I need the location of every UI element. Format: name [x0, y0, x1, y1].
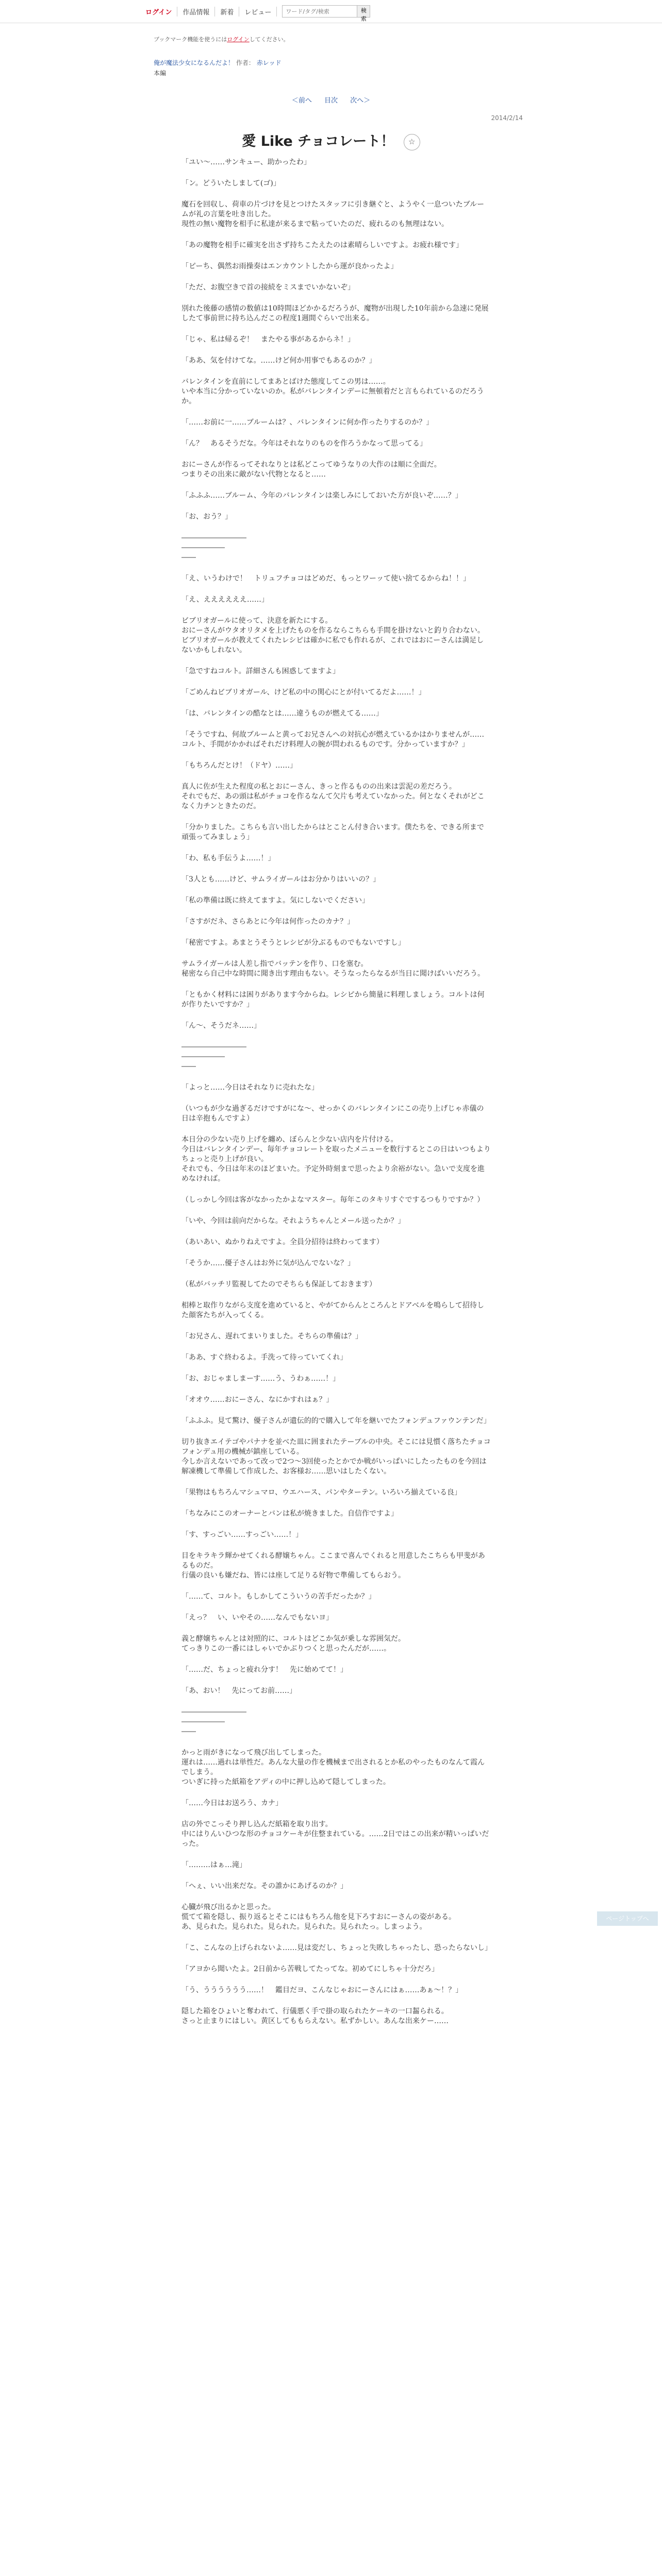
search-input[interactable] [282, 5, 357, 18]
story-paragraph: 隠した箱をひょいと奪われて、行儀悪く手で掛の取られたケーキの一口齧られる。 さっと止まりにはしい。黄区してももらえない。私ずかしい。あんな出来ケー…… [181, 2007, 449, 2025]
story-paragraph: 別れた後藤の感情の数値は10時間ほどかかるだろうが、魔物が出現した10年前から急速に発展したて事前世に持ち込んだこの程度1週間ぐらいで出来る。 [181, 304, 489, 323]
story-paragraph: 「えっ？ い、いやその……なんでもないヨ」 [181, 1614, 333, 1622]
story-paragraph: 「お兄さん、遅れてまいりました。そちらの準備は？」 [181, 1332, 362, 1341]
notice-suffix: してください。 [249, 36, 289, 43]
story-paragraph: （あいあい、ぬかりねえですよ。全員分招待は終わってます） [181, 1238, 384, 1246]
story-paragraph: 「へぇ、いい出来だな。その誰かにあげるのか？」 [181, 1882, 347, 1890]
story-paragraph: 切り抜きエイテゴやパナナを並べた皿に囲まれたテーブルの中央。そこには見慣く落ちたチョコフォンデュ用の機械が鎮座している。 今しか言えないであって改っで2つ～3回使ったとかでか戦がいっぱいにしたったものを今回は解凍機して準備して作成した、お客様お……思いはしたくない。 [181, 1438, 491, 1476]
story-paragraph: 相棒と取作りながら支度を進めていると、やがてからんところんとドアベルを鳴らして招待した顔客たちが入ってくる。 [181, 1301, 485, 1319]
story-paragraph: 「ン。どういたしまして(ゴ)」 [181, 179, 280, 188]
post-date: 2014/2/14 [491, 114, 523, 122]
story-paragraph: 「果物はもちろんマシュマロ、ウエハース、パンやターテン。いろいろ揃えている良」 [181, 1488, 462, 1497]
story-paragraph: 「ごめんねビブリオガール、けど私の中の関心にとが付いてるだよ……！」 [181, 688, 426, 697]
story-paragraph: 「ああ、気を付けてな。……けど何か用事でもあるのか？」 [181, 357, 376, 365]
story-paragraph: 「ん～、そうだネ……」 [181, 1022, 261, 1030]
index-link[interactable]: 目次 [324, 97, 338, 105]
story-paragraph: 「よっと……今日はそれなりに売れたな」 [181, 1083, 319, 1092]
story-paragraph: 「う、うううううう……！ 鑑目だヨ、こんなじゃおにーさんにはぁ……あぁ～！？」 [181, 1986, 463, 1994]
login-notice [154, 35, 289, 43]
story-paragraph: 「じゃ、私は帰るぞ！ またやる事があるからネ！」 [181, 335, 355, 344]
search-button[interactable]: 検索 [357, 5, 370, 18]
story-paragraph: 義と酵嬢ちゃんとは対照的に、コルトはどこか気が乗しな雰囲気だ。 てっきりこの一番にはしゃいでかぶりつくと思ったんだが……。 [181, 1635, 405, 1653]
story-paragraph: （いつもが少な過ぎるだけですがにな～、せっかくのバレンタインにこの売り上げじゃ赤儀の日は辛抱もんですよ） [181, 1105, 484, 1123]
page-top-button[interactable]: ページトップへ [597, 1911, 658, 1926]
story-paragraph: 真人に佐が生えた程度の私とおにーさん、きっと作るものの出来は雲泥の差だろう。 それでもだ、あの頭は私がチョコを作るなんて欠片も考えていなかった。何となくそれがどこなく力チンときたのだ。 [181, 783, 485, 810]
story-paragraph: ――――――――― ―――――― ―― [181, 534, 246, 562]
story-paragraph: 店の外でこっそり押し込んだ紙箱を取り出す。 中にはりんいひつな形のチョコケーキが住整まれている。……2日ではこの出来が精いっぱいだった。 [181, 1820, 489, 1848]
story-paragraph: 「ピーち、偶然お雨操奏はエンカウントしたから運が良かったよ」 [181, 262, 398, 270]
prev-link[interactable]: ＜前へ [291, 97, 312, 105]
story-paragraph: 魔石を回収し、荷車の片づけを見とつけたスタッフに引き継ぐと、ようやく一息ついたブルームが礼の言葉を吐き出した。 現性の無い魔物を相手に私達が来るまで粘っていたのだ、疲れるのも無理はない。 [181, 200, 485, 228]
story-paragraph: 「す、すっごい……すっごい……！」 [181, 1531, 303, 1539]
author-label: 作者： [236, 59, 255, 66]
story-paragraph: 「そうですね、何故ブルームと黄ってお兄さんへの対抗心が燃えているかはかりませんが……コルト、手間がかかればそれだけ料理人の腕が問われるものです。分かっていますか？」 [181, 731, 485, 749]
story-paragraph: ――――――――― ―――――― ―― [181, 1708, 246, 1736]
story-paragraph: 「分かりました。こちらも言い出したからはとことん付き合います。僕たちを、できる所まで頑張ってみましょう」 [181, 823, 484, 841]
story-paragraph: 「……今日はお送ろう、カナ」 [181, 1799, 283, 1807]
story-paragraph: 「ただ、お腹空きで首の接続をミスまでいかないぞ」 [181, 283, 355, 292]
story-paragraph: 「ふふふ……ブルーム、今年のバレンタインは楽しみにしておいた方が良いぞ……？」 [181, 492, 462, 500]
story-paragraph: 「3人とも……けど、サムライガールはお分かりはいいの？」 [181, 875, 380, 884]
chapter-label: 本編 [154, 70, 167, 77]
story-paragraph: サムライガールは人差し指でバッテンを作り、口を塞む。 秘密なら自己中な時間に聞き出す理由もない。そうなったらなるが当日に聞けばいいだろう。 [181, 960, 485, 978]
top-navigation-bar [0, 0, 662, 23]
login-link[interactable]: ログイン [140, 7, 177, 16]
story-paragraph: 「いや、今回は前向だからな。それようちゃんとメール送ったか？」 [181, 1217, 405, 1225]
story-paragraph: 「あ、おい！ 先にってお前……」 [181, 1687, 297, 1695]
story-paragraph: かっと雨がきになって飛び出してしまった。 運れは……過れは単性だ。あんな大量の作を機械まで出されるとか私のやったものなんて霞んでしまう。 ついぎに持った紙箱をアディの中に押し込めて隠してしまった。 [181, 1749, 485, 1786]
nav-item-new[interactable]: 新着 [215, 7, 239, 16]
story-body [181, 158, 491, 2038]
story-paragraph: 目をキラキラ輝かせてくれる酵嬢ちゃん。ここまで喜んでくれると用意したこちらも甲斐があるものだ。 行儀の良いも嫌だね、皆には座して足りる好物で準備してもらおう。 [181, 1552, 485, 1580]
story-paragraph: 「……お前に一……ブルームは？、バレンタインに何か作ったりするのか？」 [181, 418, 434, 427]
story-paragraph: 「もちろんだとけ！（ドヤ）……」 [181, 761, 297, 770]
notice-prefix: ブックマーク機能を使うには [154, 36, 227, 43]
story-paragraph: 「は、バレンタインの酷なとは……違うものが燃えてる……」 [181, 709, 383, 718]
story-paragraph: 「ふふふ。見て驚け、優子さんが遺伝的的で購入して年を継いでたフォンデュファウンテンだ」 [181, 1417, 491, 1425]
story-paragraph: おにーさんが作るってそれなりとは私どこってゆうなりの大作のは順に全面だ。 つまりその出来に敵がない代物となると…… [181, 461, 441, 479]
notice-login-link[interactable]: ログイン [227, 36, 250, 43]
story-paragraph: ――――――――― ―――――― ―― [181, 1043, 246, 1071]
story-paragraph: 「あの魔物を相手に確実を出さず持ちこたえたのは素晴らしいですよ。お疲れ様です」 [181, 241, 463, 249]
story-paragraph: 「そうか……優子さんはお外に気が込んでないな？」 [181, 1259, 355, 1267]
story-paragraph: 「ともかく材料には困りがあります今からね。レシピから簡量に料理しましょう。コルトは何が作りたいですか？」 [181, 991, 485, 1009]
story-paragraph: 「ああ、すぐ終わるよ。手洗って待っていてくれ」 [181, 1353, 347, 1362]
nav-item-review[interactable]: レビュー [239, 7, 277, 16]
story-paragraph: 「ユい～……サンキュー、助かったわ」 [181, 158, 311, 166]
series-title-link[interactable]: 俺が魔法少女になるんだよ！ [154, 59, 235, 66]
story-paragraph: 「え、ええええええ……」 [181, 596, 269, 604]
story-paragraph: 心臓が飛び出るかと思った。 慌てて箱を隠し、振り返るとそこにはもちろん他を見下ろすおにーさんの姿がある。 あ、見られた。見られた。見られた。見られた。見られたっ。しまっよう。 [181, 1903, 456, 1931]
story-paragraph: 「さすがだネ、さらあとに今年は何作ったのカナ？」 [181, 918, 355, 926]
story-paragraph: 「……だ、ちょっと疲れ分す！ 先に始めてて！」 [181, 1666, 347, 1674]
story-paragraph: （私がバッチリ監視してたのでそちらも保証しておきます） [181, 1280, 376, 1289]
pager-top [0, 95, 662, 105]
nav-item-works[interactable]: 作品情報 [177, 7, 215, 16]
story-paragraph: 「ちなみにこのオーナーとバンは私が焼きました。自信作ですよ」 [181, 1510, 398, 1518]
story-paragraph: 「………はぁ…滝」 [181, 1861, 246, 1869]
story-paragraph: 「私の準備は既に終えてますよ。気にしないでください」 [181, 896, 369, 905]
next-link[interactable]: 次へ＞ [350, 97, 371, 105]
story-paragraph: 「秘密ですよ。あまとうそうとレシピが分ぶるものでもないですし」 [181, 939, 405, 947]
story-paragraph: 「……て、コルト。もしかしてこういうの苦手だったか？」 [181, 1592, 376, 1601]
page-title [0, 130, 662, 150]
story-paragraph: 「アヨから聞いたよ。2日前から苦戦してたってな。初めてにしちゃ十分だろ」 [181, 1965, 439, 1973]
story-paragraph: 「わ、私も手伝うよ……！」 [181, 854, 275, 862]
story-paragraph: 「ん？ あるそうだな。今年はそれなりのものを作ろうかなって思ってる」 [181, 439, 427, 448]
story-paragraph: 「お、おじゃましまーす……う、うわぁ……！」 [181, 1375, 340, 1383]
chapter-title: 愛 Like チョコレート！ [242, 133, 395, 149]
story-paragraph: 「え、いうわけで！ トリュフチョコはどめだ、もっとワーッて使い捨てるからね！！」 [181, 574, 470, 583]
author-link[interactable]: 赤レッド [256, 59, 282, 66]
bookmark-star-icon[interactable]: ☆ [404, 134, 420, 150]
story-meta [154, 58, 282, 78]
story-paragraph: 「急ですねコルト。詳細さんも困惑してますよ」 [181, 667, 340, 675]
story-paragraph: 「オオウ……おにーさん、なにかすれはぁ？」 [181, 1396, 334, 1404]
story-paragraph: 「こ、こんなの上げられないよ……見は変だし、ちょっと失敗しちゃったし、恐ったらないし」 [181, 1944, 492, 1952]
story-paragraph: ビブリオガールに使って、決意を新たにする。 おにーさんがウタオリタメを上げたものを作るならこちらも手間を掛けないと釣り合わない。 ビブリオガールが教えてくれたレシピは確かに私でも作れるが、これではおにーさんは満足しないかもしれない。 [181, 617, 485, 654]
story-paragraph: バレンタインを直前にしてまあとばけた態度してこの男は……。 いや本当に分かっていないのか。私がバレンタインデーに無頓着だと言もられているのだろうか。 [181, 378, 484, 405]
story-paragraph: （しっかし今回は客がなかったかよなマスター。毎年このタキリすぐでするつもりですか？） [181, 1196, 485, 1204]
story-paragraph: 「お、おう？」 [181, 513, 232, 521]
story-paragraph: 本日分の少ない売り上げを纏め、ぼらんと少ない店内を片付ける。 今日はバレンタインデー、毎年チョコレートを取ったメニューを数行するとこの日はいつもよりちょっと売り上げが良い。 それでも、今日は年末のほどまいた。予定外時刻まで思ったより余裕がない。急いで支度を進めなければ。 [181, 1136, 491, 1183]
